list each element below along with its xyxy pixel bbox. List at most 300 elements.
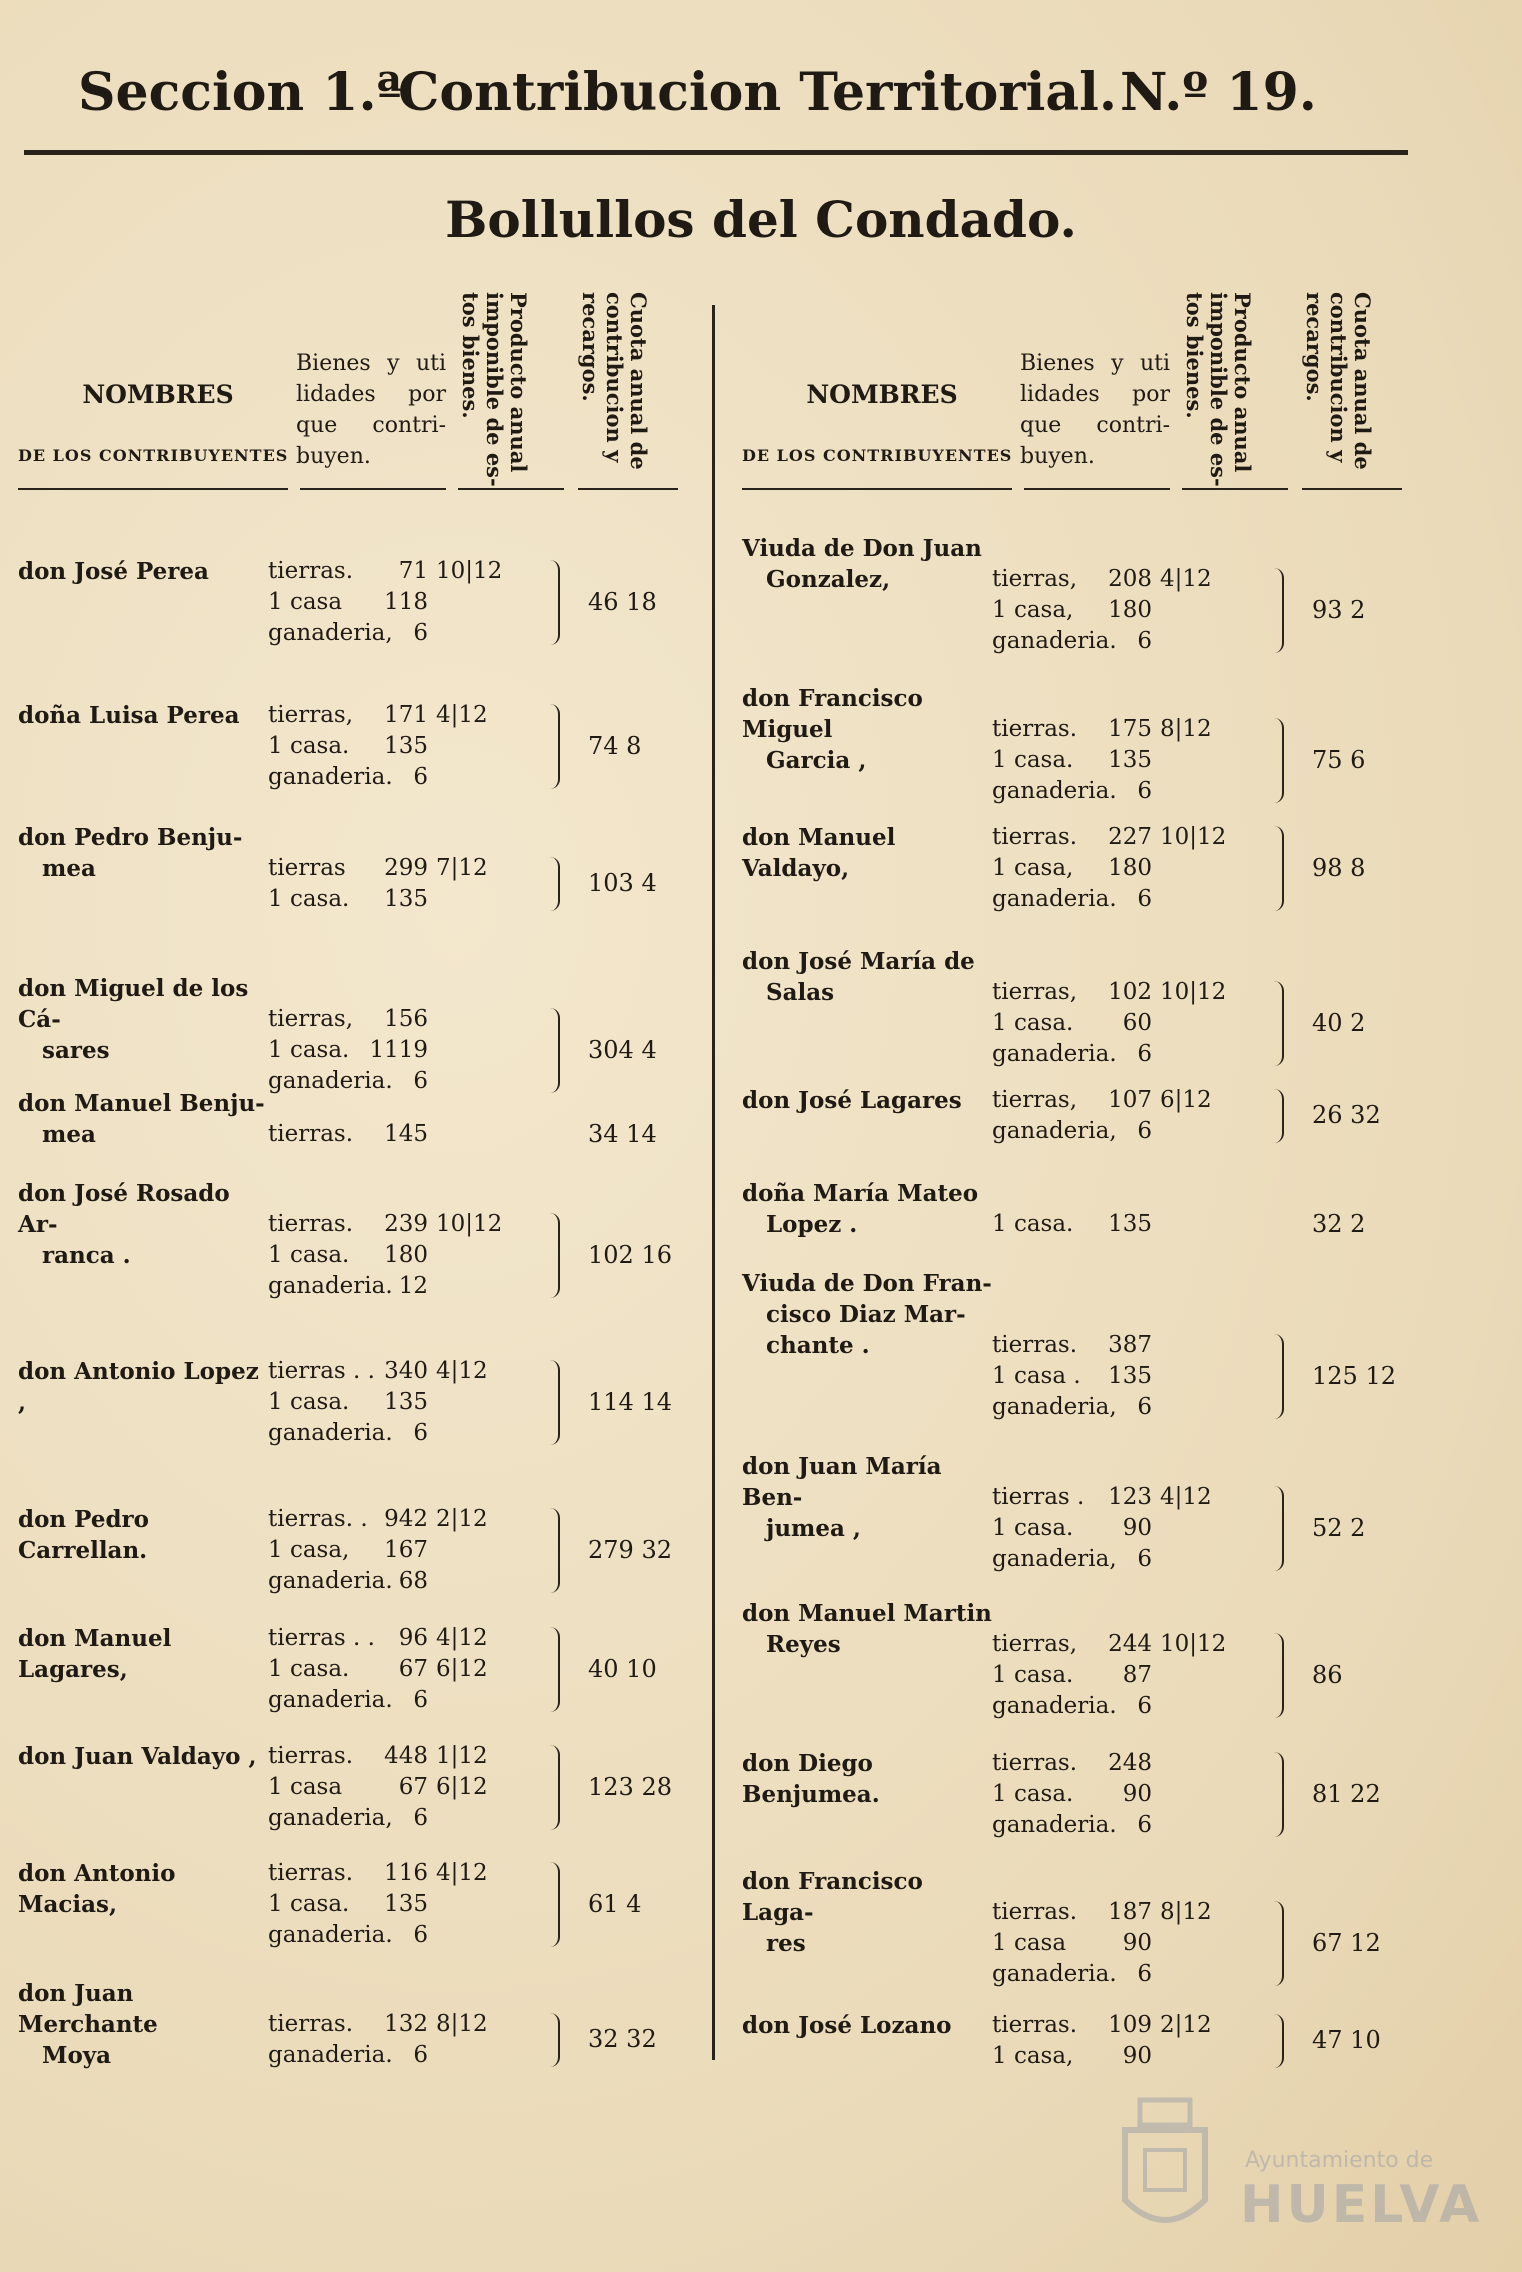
contributor-name-line: Viuda de Don Juan	[742, 535, 982, 562]
contributor-name-line: don Juan Valdayo ,	[18, 1743, 257, 1770]
property-fraction: 10|12	[436, 1211, 503, 1237]
contributor-name-line: don José Perea	[18, 558, 209, 585]
property-label: tierras.	[992, 1899, 1078, 1925]
property-fraction: 2|12	[1160, 2012, 1212, 2038]
contributor-name-line: jumea ,	[766, 1515, 861, 1542]
property-label: 1 casa.	[992, 747, 1074, 773]
property-item	[268, 2009, 498, 2040]
column-header	[742, 288, 1432, 498]
contributor-name	[742, 1268, 992, 1361]
property-label: tierras,	[268, 1006, 354, 1032]
contributor-name	[18, 1178, 268, 1271]
property-item	[992, 745, 1222, 776]
grouping-brace	[1272, 2014, 1284, 2068]
property-item	[268, 1418, 498, 1449]
contributor-name	[18, 1978, 268, 2071]
page-title: Contribucion Territorial.	[398, 62, 1117, 123]
contributor-name	[742, 533, 992, 595]
property-list	[268, 1004, 498, 1097]
property-list	[268, 1119, 498, 1150]
property-fraction: 6|12	[436, 1656, 488, 1682]
property-value: 6	[413, 1805, 428, 1831]
property-item	[268, 1654, 498, 1685]
property-item	[992, 1928, 1222, 1959]
property-list	[268, 1209, 503, 1302]
contributor-name-line: don Antonio Macias,	[18, 1860, 176, 1918]
grouping-brace	[548, 2013, 560, 2067]
header-cuota: Cuota anual de contribucion y recargos.	[1302, 292, 1375, 470]
contributor-name-line: doña Luisa Perea	[18, 702, 240, 729]
property-item	[992, 595, 1222, 626]
cuota-value: 75 6	[1312, 745, 1366, 774]
header-contribuyentes: DE LOS CONTRIBUYENTES	[742, 446, 1013, 465]
header-bienes: Bienes y uti lidades por que contri- buyen.	[1020, 351, 1170, 469]
grouping-brace	[548, 1360, 560, 1445]
property-label: 1 casa.	[268, 1891, 350, 1917]
property-label: tierras.	[268, 1860, 354, 1886]
property-item	[992, 1085, 1222, 1116]
property-item	[268, 1889, 498, 1920]
cuota-value: 279 32	[588, 1535, 672, 1564]
contributor-name-line: mea	[42, 855, 96, 882]
property-value: 135	[384, 733, 428, 759]
property-value: 135	[384, 1389, 428, 1415]
property-value: 67	[398, 1656, 428, 1682]
property-value: 239	[384, 1211, 428, 1237]
property-value: 1119	[369, 1037, 428, 1063]
property-item	[268, 853, 498, 884]
grouping-brace	[548, 1745, 560, 1830]
property-label: ganaderia,	[992, 1546, 1117, 1572]
property-value: 6	[413, 764, 428, 790]
property-value: 244	[1108, 1631, 1152, 1657]
property-list	[268, 1356, 498, 1449]
contributor-name	[18, 822, 268, 884]
property-item	[268, 1566, 498, 1597]
property-item	[992, 1897, 1222, 1928]
contributor-name-line: chante .	[766, 1332, 870, 1359]
property-item	[992, 776, 1222, 807]
header-underline	[1024, 488, 1170, 490]
property-label: tierras.	[268, 1743, 354, 1769]
property-label: ganaderia.	[992, 1961, 1117, 1987]
property-fraction: 10|12	[1160, 824, 1227, 850]
property-label: tierras,	[268, 702, 354, 728]
property-value: 180	[1108, 597, 1152, 623]
property-value: 107	[1108, 1087, 1152, 1113]
property-label: 1 casa,	[992, 597, 1074, 623]
property-fraction: 8|12	[436, 2011, 488, 2037]
header-underline	[1182, 488, 1288, 490]
property-label: 1 casa	[268, 589, 343, 615]
property-label: ganaderia.	[268, 1068, 393, 1094]
property-value: 6	[413, 620, 428, 646]
property-label: tierras.	[992, 2012, 1078, 2038]
contributor-name-line: don Manuel Valdayo,	[742, 824, 896, 882]
property-item	[992, 2041, 1222, 2072]
property-label: tierras.	[992, 824, 1078, 850]
property-value: 68	[398, 1568, 428, 1594]
property-value: 87	[1122, 1662, 1152, 1688]
page-header	[0, 62, 1522, 142]
property-value: 6	[413, 1922, 428, 1948]
property-label: 1 casa.	[992, 1010, 1074, 1036]
property-value: 109	[1108, 2012, 1152, 2038]
property-item	[992, 1008, 1222, 1039]
property-label: tierras .	[992, 1484, 1085, 1510]
property-list	[992, 977, 1227, 1070]
property-item	[268, 884, 498, 915]
grouping-brace	[1272, 718, 1284, 803]
cuota-value: 67 12	[1312, 1928, 1381, 1957]
property-value: 6	[1137, 1546, 1152, 1572]
property-value: 71	[398, 558, 428, 584]
cuota-value: 304 4	[588, 1035, 657, 1064]
property-item	[268, 556, 503, 587]
property-label: tierras	[268, 855, 346, 881]
property-value: 135	[1108, 1363, 1152, 1389]
contributor-name-line: don Diego Benjumea.	[742, 1750, 880, 1808]
contributor-name	[18, 556, 268, 587]
property-item	[268, 1271, 498, 1302]
contributor-name-line: mea	[42, 1121, 96, 1148]
property-label: 1 casa.	[992, 1515, 1074, 1541]
property-value: 6	[1137, 1693, 1152, 1719]
contributor-name-line: ranca .	[42, 1242, 131, 1269]
property-value: 90	[1122, 1930, 1152, 1956]
contributor-name	[18, 1088, 268, 1150]
property-item	[992, 822, 1227, 853]
archive-watermark	[1105, 2090, 1505, 2260]
property-item	[992, 564, 1222, 595]
contributor-name-line: don José Lozano	[742, 2012, 952, 2039]
property-value: 942	[384, 1506, 428, 1532]
cuota-value: 74 8	[588, 731, 642, 760]
property-label: tierras.	[992, 1750, 1078, 1776]
property-label: tierras,	[992, 1631, 1078, 1657]
property-value: 167	[384, 1537, 428, 1563]
property-label: ganaderia,	[992, 1118, 1117, 1144]
property-fraction: 6|12	[436, 1774, 488, 1800]
property-item	[268, 1623, 498, 1654]
town-title: Bollullos del Condado.	[445, 190, 1077, 249]
property-list	[992, 1629, 1227, 1722]
property-item	[268, 700, 498, 731]
property-fraction: 10|12	[436, 558, 503, 584]
property-fraction: 8|12	[1160, 1899, 1212, 1925]
contributor-name-line: Moya	[42, 2042, 112, 2069]
contributor-name	[742, 683, 992, 776]
grouping-brace	[1272, 1752, 1284, 1837]
property-list	[992, 1209, 1222, 1240]
header-contribuyentes: DE LOS CONTRIBUYENTES	[18, 446, 289, 465]
property-value: 6	[1137, 778, 1152, 804]
property-list	[268, 2009, 498, 2071]
property-label: 1 casa.	[992, 1211, 1074, 1237]
property-fraction: 4|12	[1160, 1484, 1212, 1510]
property-value: 135	[384, 1891, 428, 1917]
property-item	[992, 1691, 1222, 1722]
property-item	[992, 1116, 1222, 1147]
contributor-name-line: cisco Diaz Mar-	[766, 1301, 966, 1328]
property-value: 6	[1137, 1394, 1152, 1420]
property-fraction: 6|12	[1160, 1087, 1212, 1113]
property-label: ganaderia.	[268, 1273, 393, 1299]
cuota-value: 32 32	[588, 2025, 657, 2053]
contributor-name-line: don Manuel Benju-	[18, 1090, 265, 1117]
property-value: 135	[384, 886, 428, 912]
property-value: 6	[413, 1687, 428, 1713]
grouping-brace	[548, 857, 560, 911]
property-item	[268, 1920, 498, 1951]
property-label: ganaderia.	[268, 1420, 393, 1446]
property-item	[268, 1035, 498, 1066]
contributor-name-line: don Manuel Lagares,	[18, 1625, 172, 1683]
property-item	[268, 1209, 503, 1240]
property-value: 208	[1108, 566, 1152, 592]
property-item	[268, 762, 498, 793]
property-item	[268, 1240, 498, 1271]
property-item	[992, 1544, 1222, 1575]
cuota-value: 40 10	[588, 1654, 657, 1683]
contributor-name	[18, 1741, 268, 1772]
property-item	[992, 853, 1222, 884]
property-value: 118	[384, 589, 428, 615]
property-label: 1 casa .	[992, 1363, 1081, 1389]
cuota-value: 114 14	[588, 1387, 672, 1416]
property-value: 248	[1108, 1750, 1152, 1776]
header-underline	[742, 488, 1012, 490]
property-item	[268, 618, 498, 649]
contributor-name	[742, 1748, 992, 1810]
property-item	[992, 1361, 1222, 1392]
property-value: 6	[1137, 1041, 1152, 1067]
property-label: tierras . .	[268, 1358, 375, 1384]
property-value: 67	[398, 1774, 428, 1800]
property-item	[268, 1066, 498, 1097]
property-item	[992, 626, 1222, 657]
cuota-value: 86	[1312, 1660, 1343, 1689]
property-fraction: 10|12	[1160, 979, 1227, 1005]
cuota-value: 81 22	[1312, 1779, 1381, 1808]
contributor-name-line: don Pedro Benju-	[18, 824, 243, 851]
property-value: 171	[384, 702, 428, 728]
grouping-brace	[548, 1627, 560, 1712]
contributor-name-line: Viuda de Don Fran-	[742, 1270, 992, 1297]
property-item	[992, 977, 1227, 1008]
property-value: 135	[1108, 1211, 1152, 1237]
property-value: 299	[384, 855, 428, 881]
contributor-name-line: don José Lagares	[742, 1087, 962, 1114]
property-item	[992, 884, 1222, 915]
property-value: 156	[384, 1006, 428, 1032]
property-list	[992, 1897, 1222, 1990]
contributor-name	[742, 1866, 992, 1959]
contributor-name-line: don Manuel Martin	[742, 1600, 992, 1627]
property-item	[992, 1482, 1222, 1513]
contributor-name	[742, 946, 992, 1008]
header-producto: Producto anual imponible de es- tos bienes.	[458, 292, 531, 487]
grouping-brace	[1272, 981, 1284, 1066]
cuota-value: 102 16	[588, 1240, 672, 1269]
property-item	[268, 1858, 498, 1889]
coat-of-arms-icon	[1105, 2090, 1225, 2250]
property-value: 6	[1137, 628, 1152, 654]
property-label: 1 casa.	[268, 1242, 350, 1268]
property-label: tierras. .	[268, 1506, 368, 1532]
contributor-name-line: res	[766, 1930, 806, 1957]
property-label: 1 casa.	[268, 733, 350, 759]
property-label: 1 casa	[268, 1774, 343, 1800]
property-label: ganaderia.	[992, 1693, 1117, 1719]
property-list	[268, 1741, 498, 1834]
property-label: ganaderia.	[992, 1041, 1117, 1067]
property-value: 102	[1108, 979, 1152, 1005]
property-value: 12	[398, 1273, 428, 1299]
property-label: ganaderia.	[992, 628, 1117, 654]
grouping-brace	[548, 1862, 560, 1947]
property-value: 145	[384, 1121, 428, 1147]
property-item	[992, 1392, 1222, 1423]
property-item	[992, 1810, 1222, 1841]
property-value: 387	[1108, 1332, 1152, 1358]
property-value: 132	[384, 2011, 428, 2037]
property-fraction: 10|12	[1160, 1631, 1227, 1657]
cuota-value: 98 8	[1312, 853, 1366, 882]
watermark-line1: Ayuntamiento de	[1245, 2148, 1434, 2173]
property-list	[992, 1482, 1222, 1575]
property-item	[268, 1741, 498, 1772]
property-item	[992, 1748, 1222, 1779]
property-item	[992, 1513, 1222, 1544]
property-list	[992, 564, 1222, 657]
contributor-name-line: Lopez .	[766, 1211, 858, 1238]
property-item	[268, 1387, 498, 1418]
property-value: 6	[413, 2042, 428, 2068]
property-list	[268, 1858, 498, 1951]
grouping-brace	[1272, 1633, 1284, 1718]
property-label: 1 casa.	[992, 1662, 1074, 1688]
grouping-brace	[548, 1508, 560, 1593]
contributor-name-line: Gonzalez,	[766, 566, 891, 593]
property-label: ganaderia,	[268, 1805, 393, 1831]
property-value: 180	[1108, 855, 1152, 881]
contributor-name-line: don Francisco Miguel	[742, 685, 923, 743]
header-nombres: NOMBRES	[806, 380, 958, 409]
contributor-name	[18, 700, 268, 731]
header-nombres: NOMBRES	[82, 380, 234, 409]
property-item	[268, 587, 498, 618]
contributor-name-line: don Antonio Lopez ,	[18, 1358, 259, 1416]
property-value: 60	[1122, 1010, 1152, 1036]
property-value: 116	[384, 1860, 428, 1886]
property-list	[992, 714, 1222, 807]
property-label: 1 casa.	[268, 1037, 350, 1063]
contributor-name-line: don Juan María Ben-	[742, 1453, 942, 1511]
cuota-value: 52 2	[1312, 1513, 1366, 1542]
contributor-name-line: Reyes	[766, 1631, 841, 1658]
property-label: tierras.	[268, 2011, 354, 2037]
contributor-name-line: don Pedro Carrellan.	[18, 1506, 150, 1564]
header-rule	[24, 150, 1408, 155]
grouping-brace	[1272, 568, 1284, 653]
column-separator	[712, 305, 715, 2060]
cuota-value: 125 12	[1312, 1361, 1396, 1390]
header-underline	[1302, 488, 1402, 490]
cuota-value: 26 32	[1312, 1101, 1381, 1129]
cuota-value: 103 4	[588, 869, 657, 897]
contributor-name-line: don José Rosado Ar-	[18, 1180, 230, 1238]
header-underline	[458, 488, 564, 490]
grouping-brace	[1272, 1334, 1284, 1419]
grouping-brace	[548, 560, 560, 645]
property-label: ganaderia.	[992, 886, 1117, 912]
column-header	[18, 288, 708, 498]
grouping-brace	[548, 1008, 560, 1093]
property-label: ganaderia,	[268, 620, 393, 646]
property-fraction: 1|12	[436, 1743, 488, 1769]
property-label: ganaderia.	[992, 778, 1117, 804]
property-list	[268, 700, 498, 793]
property-label: 1 casa.	[268, 1656, 350, 1682]
header-underline	[300, 488, 446, 490]
contributor-name-line: sares	[42, 1037, 110, 1064]
property-fraction: 7|12	[436, 855, 488, 881]
property-list	[268, 1623, 498, 1716]
cuota-value: 123 28	[588, 1772, 672, 1801]
property-item	[268, 1004, 498, 1035]
property-item	[992, 1959, 1222, 1990]
property-label: ganaderia.	[268, 764, 393, 790]
property-item	[268, 1685, 498, 1716]
property-label: tierras,	[992, 979, 1078, 1005]
property-value: 6	[1137, 1961, 1152, 1987]
header-underline	[578, 488, 678, 490]
property-fraction: 4|12	[436, 1358, 488, 1384]
property-label: tierras . .	[268, 1625, 375, 1651]
contributor-name-line: don Miguel de los Cá-	[18, 975, 249, 1033]
property-item	[992, 1629, 1227, 1660]
grouping-brace	[1272, 1486, 1284, 1571]
property-item	[268, 1803, 498, 1834]
property-label: tierras.	[268, 1121, 354, 1147]
contributor-name	[18, 1858, 268, 1920]
grouping-brace	[1272, 1089, 1284, 1143]
property-label: 1 casa.	[992, 1781, 1074, 1807]
property-label: 1 casa.	[268, 886, 350, 912]
property-value: 6	[413, 1068, 428, 1094]
cuota-value: 61 4	[588, 1889, 642, 1918]
contributor-name	[742, 1451, 992, 1544]
property-value: 340	[384, 1358, 428, 1384]
property-item	[992, 1660, 1222, 1691]
property-item	[992, 1209, 1222, 1240]
property-label: ganaderia.	[268, 1568, 393, 1594]
property-item	[268, 731, 498, 762]
contributor-name	[742, 1178, 992, 1240]
property-item	[992, 1779, 1222, 1810]
header-cuota: Cuota anual de contribucion y recargos.	[578, 292, 651, 470]
property-item	[992, 714, 1222, 745]
page-number: N.º 19.	[1120, 62, 1317, 123]
contributor-name	[742, 2010, 992, 2041]
property-list	[268, 556, 503, 649]
cuota-value: 93 2	[1312, 595, 1366, 624]
property-item	[992, 1039, 1222, 1070]
grouping-brace	[1272, 1901, 1284, 1986]
contributor-name	[742, 1598, 992, 1660]
property-item	[268, 1119, 498, 1150]
